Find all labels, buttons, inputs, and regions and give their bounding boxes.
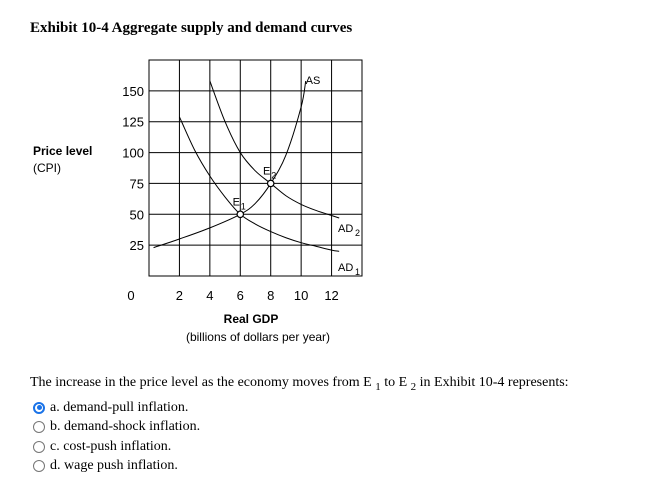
x-tick-label: 0 [127, 288, 135, 303]
question-text [30, 375, 569, 393]
radio-b[interactable] [33, 421, 45, 433]
x-tick-label: 10 [293, 288, 309, 303]
ad2-label: AD [338, 223, 354, 235]
as-curve [154, 81, 306, 248]
x-tick-label: 12 [324, 288, 339, 303]
option-b-label: b. demand-shock inflation. [50, 419, 201, 435]
option-b[interactable] [33, 418, 200, 438]
ad1-label: AD [338, 262, 354, 274]
y-tick-label: 150 [122, 83, 144, 99]
question-mid: to E [380, 375, 411, 390]
equilibrium-point-1 [237, 211, 243, 217]
radio-d[interactable] [33, 460, 45, 472]
x-tick-label: 4 [206, 288, 214, 303]
equilibrium-label-1: E [232, 196, 240, 209]
x-tick-label: 8 [267, 288, 275, 303]
exhibit-title: Exhibit 10-4 Aggregate supply and demand curves [30, 20, 353, 36]
ad1-label-sub: 1 [355, 267, 361, 277]
question-sub-2: 2 [410, 380, 417, 393]
radio-a[interactable] [33, 402, 45, 414]
y-tick-label: 75 [129, 176, 144, 192]
plot-frame [149, 60, 362, 276]
x-axis-label: Real GDP [223, 312, 279, 326]
option-a-label: a. demand-pull inflation. [50, 399, 189, 415]
y-tick-label: 25 [129, 238, 144, 254]
ad1-curve [179, 117, 339, 252]
y-tick-label: 100 [122, 145, 144, 161]
option-a[interactable] [33, 398, 200, 418]
y-axis-label: Price level [33, 144, 93, 158]
equilibrium-label-sub-1: 1 [240, 201, 246, 212]
ad2-curve [210, 81, 339, 218]
option-d-label: d. wage push inflation. [50, 458, 178, 474]
question-sub-1: 1 [375, 380, 381, 393]
option-d[interactable] [33, 457, 200, 477]
equilibrium-label-sub-2: 2 [271, 170, 277, 181]
radio-c[interactable] [33, 441, 45, 453]
y-tick-label: 50 [129, 207, 144, 223]
equilibrium-label-2: E [263, 165, 271, 178]
ad2-label-sub: 2 [355, 228, 361, 238]
x-tick-label: 2 [175, 288, 184, 303]
question-post: in Exhibit 10-4 represents: [416, 375, 569, 390]
equilibrium-point-2 [268, 180, 274, 186]
question-pre: The increase in the price level as the economy moves from E [30, 375, 376, 390]
x-axis-sublabel: (billions of dollars per year) [185, 330, 331, 344]
option-c[interactable] [33, 437, 200, 457]
y-axis-sublabel: (CPI) [33, 161, 61, 175]
x-tick-label: 6 [236, 288, 244, 303]
y-tick-label: 125 [122, 114, 144, 130]
answer-options [33, 398, 200, 476]
as-label: AS [305, 75, 321, 87]
option-c-label: c. cost-push inflation. [50, 438, 172, 454]
